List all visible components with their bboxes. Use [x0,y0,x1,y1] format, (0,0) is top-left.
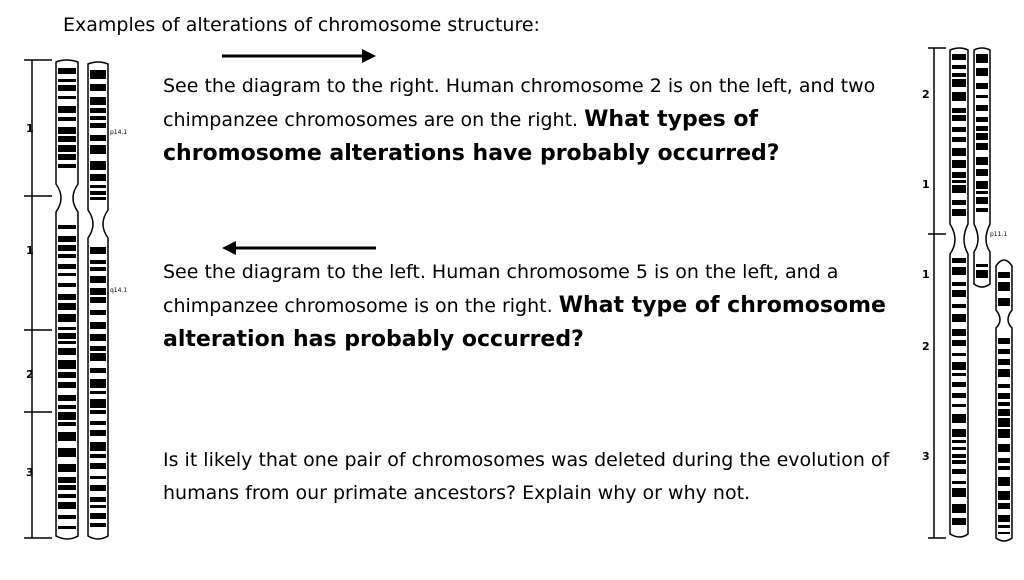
chromosome-band [952,469,966,474]
chromosome-band [58,236,76,242]
chromosome-band [952,440,966,443]
chromosome-band [952,404,966,407]
chromosome-band [976,169,988,176]
chromosome-band [90,297,106,303]
chromosome-band [58,85,76,91]
chromosome-band [998,369,1010,377]
chromosome-band [998,282,1010,291]
chromosome-band [58,348,76,355]
chromosome-band [90,161,106,170]
arm-label: 1 [26,122,34,135]
chromosome-band [952,92,966,101]
chromosome-band [58,515,76,519]
chromosome-band [58,477,76,483]
chromosome-band [90,454,106,458]
chromosome-band [90,379,106,388]
chromosome-band [952,518,966,525]
chromosome-band [976,54,988,63]
chromosome-band [90,430,106,436]
chromosome-band [58,117,76,121]
arm-label: 1 [26,244,34,257]
chromosome-band [952,429,966,437]
chromosome-2-comparison-figure [920,44,1020,544]
chromosome-band [58,106,76,113]
chromosome-band [952,340,966,346]
chromosome-band [976,157,988,165]
chromosome-band [58,164,76,168]
chromosome-band [976,117,988,122]
chromosome-band [952,267,966,275]
chromosome-band [952,304,966,308]
arm-label: 3 [26,466,34,479]
chromosome-band [952,353,966,356]
question-1-bold: What types of chromosome alterations have probably occurred? [163,107,780,166]
chromosome-band [952,185,966,193]
chromosome-band [90,368,106,373]
band-label: p11.1 [990,231,1008,238]
chromosome-band [90,353,106,361]
chromosome-chimpanzee-a [974,48,990,287]
question-deletion: Is it likely that one pair of chromosomes was deleted during the evolution of humans from our primate ancestors? Explain why or why not. [163,449,890,504]
chromosome-band [58,395,76,401]
arm-label: 2 [26,368,34,381]
chromosome-band [998,491,1010,500]
chromosome-band [90,310,106,315]
chromosome-band [998,272,1010,278]
chromosome-band [90,97,106,105]
chromosome-band [952,454,966,458]
chromosome-band [90,497,106,502]
chromosome-band [998,338,1010,344]
question-1-text: See the diagram to the right. Human chromosome 2 is on the left, and two chimpanzee chromosomes are on the right. [163,75,876,131]
chromosome-band [58,294,76,300]
chromosome-band [998,298,1010,306]
chromosome-band [998,515,1010,522]
chromosome-band [58,273,76,276]
chromosome-band [998,402,1010,406]
chromosome-band [952,329,966,336]
chromosome-band [90,260,106,264]
arm-label: 2 [922,88,930,101]
chromosome-band [58,127,76,134]
chromosome-band [998,525,1010,528]
chromosome-band [58,360,76,369]
band-label: q14.1 [110,287,128,294]
chromosome-band [90,476,106,479]
chromosome-band [90,391,106,394]
chromosome-human-2 [950,48,968,537]
chromosome-band [90,322,106,329]
question-2-bold: What type of chromosome alteration has probably occurred? [163,293,886,352]
arrow-left-icon [222,238,382,258]
chromosome-band [90,421,106,425]
chromosome-band [58,254,76,258]
chromosome-band [998,458,1010,463]
arrow-right-icon [222,46,382,66]
chromosome-band [952,460,966,464]
chromosome-band [90,135,106,141]
chromosome-chimpanzee [88,62,108,539]
chromosome-band [58,245,76,251]
chromosome-band [998,532,1010,534]
chromosome-band [952,148,966,156]
chromosome-band [58,145,76,152]
chromosome-band [952,481,966,484]
chromosome-band [976,83,988,89]
chromosome-band [58,494,76,498]
chromosome-band [90,197,106,200]
chromosome-human-5 [56,60,78,539]
chromosome-band [58,79,76,82]
chromosome-band [58,264,76,269]
chromosome-band [58,485,76,490]
chromosome-band [90,442,106,451]
arm-label: 1 [922,178,930,191]
chromosome-band [90,84,106,91]
chromosome-band [976,126,988,131]
chromosome-band [952,393,966,398]
page-title: Examples of alterations of chromosome structure: [63,14,540,36]
chromosome-band [952,73,966,77]
chromosome-band [952,180,966,183]
band-scale [928,48,946,538]
chromosome-band [58,333,76,339]
chromosome-band [58,68,76,74]
chromosome-band [952,200,966,205]
chromosome-band [58,341,76,344]
chromosome-band [952,504,966,513]
chromosome-5-comparison-figure [22,58,128,542]
chromosome-band [90,288,106,295]
chromosome-band [998,418,1010,427]
chromosome-band [952,447,966,450]
chromosome-band [90,334,106,341]
chromosome-band [976,133,988,140]
chromosome-band [952,414,966,423]
question-chromosome-5 [163,256,903,357]
chromosome-band [90,463,106,469]
chromosome-band [952,160,966,168]
chromosome-band [952,115,966,121]
chromosome-band [90,145,106,154]
chromosome-band [90,185,106,188]
chromosome-chimpanzee-b [996,260,1012,541]
chromosome-band [58,283,76,287]
chromosome-band [90,523,106,527]
chromosome-band [998,429,1010,438]
question-chromosome-2 [163,70,883,171]
chromosome-band [90,505,106,508]
chromosome-band [90,513,106,519]
chromosome-band [976,191,988,194]
arm-label: 1 [922,268,930,281]
chromosome-band [90,191,106,195]
chromosome-band [976,68,988,76]
chromosome-band [58,412,76,420]
chromosome-band [952,314,966,322]
chromosome-band [952,209,966,216]
chromosome-band [952,127,966,132]
chromosome-band [998,503,1010,509]
chromosome-band [998,466,1010,470]
chromosome-band [952,373,966,376]
chromosome-band [998,444,1010,452]
chromosome-band [58,327,76,330]
chromosome-band [976,270,988,278]
chromosome-band [90,399,106,408]
chromosome-band [58,372,76,378]
chromosome-band [58,136,76,142]
chromosome-band [952,54,966,60]
chromosome-band [90,276,106,283]
chromosome-band [90,247,106,254]
chromosome-band [976,264,988,267]
chromosome-band [58,526,76,529]
chromosome-band [952,172,966,178]
chromosome-band [976,95,988,98]
chromosome-band [952,258,966,263]
chromosome-band [976,181,988,189]
chromosome-band [976,208,988,212]
chromosome-band [952,65,966,69]
chromosome-band [952,290,966,297]
chromosome-band [952,108,966,113]
chromosome-band [90,346,106,351]
chromosome-band [998,393,1010,399]
chromosome-band [90,410,106,414]
chromosome-band [58,96,76,99]
chromosome-band [952,362,966,370]
chromosome-band [952,282,966,286]
chromosome-band [90,108,106,113]
chromosome-band [90,174,106,181]
chromosome-band [952,488,966,497]
chromosome-band [58,314,76,322]
chromosome-band [58,464,76,472]
chromosome-band [58,422,76,426]
chromosome-band [58,303,76,310]
band-label: p14.1 [110,129,128,136]
chromosome-band [998,409,1010,416]
chromosome-band [58,432,76,441]
chromosome-band [90,116,106,120]
chromosome-band [976,143,988,150]
chromosome-band [952,137,966,142]
arm-label: 3 [922,450,930,463]
chromosome-band [90,70,106,79]
chromosome-band [90,123,106,128]
chromosome-band [976,105,988,111]
chromosome-band [58,502,76,509]
arm-label: 2 [922,340,930,353]
chromosome-band [90,267,106,271]
chromosome-band [976,197,988,204]
chromosome-band [952,382,966,387]
chromosome-band [998,384,1010,388]
question-2-text: See the diagram to the left. Human chromosome 5 is on the left, and a chimpanzee chromosome is on the right. [163,261,839,317]
chromosome-band [998,477,1010,486]
chromosome-band [952,79,966,87]
chromosome-band [58,382,76,388]
chromosome-band [58,448,76,457]
chromosome-band [58,154,76,160]
chromosome-band [998,359,1010,365]
chromosome-band [90,485,106,491]
chromosome-band [58,225,76,229]
chromosome-band [58,405,76,409]
chromosome-band [998,349,1010,354]
